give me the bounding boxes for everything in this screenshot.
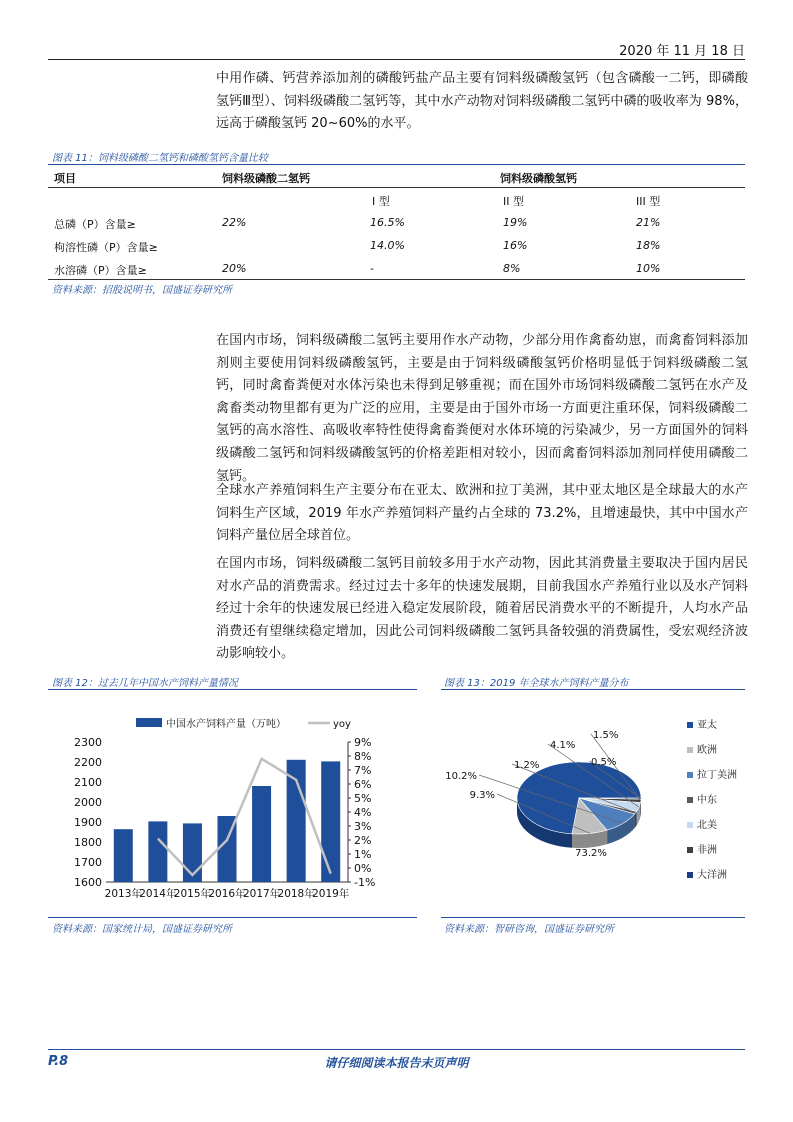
subheader-type2: II 型 [503, 195, 524, 208]
chart13-top-rule [441, 689, 745, 690]
bar-production [287, 760, 306, 882]
row-type3: 10% [636, 262, 661, 275]
y-right-tick-label: 9% [354, 736, 372, 749]
row-type2: 19% [503, 216, 528, 229]
y-right-tick-label: 8% [354, 750, 372, 763]
row-type1: - [370, 262, 374, 275]
y-right-tick-label: 4% [354, 806, 372, 819]
table11-top-rule [48, 164, 745, 165]
bar-production [252, 786, 271, 882]
row-type1: 14.0% [370, 239, 405, 252]
y-left-tick-label: 2200 [74, 756, 102, 769]
bar-production [114, 829, 133, 882]
body-paragraph-3: 在国内市场，饲料级磷酸二氢钙目前较多用于水产动物，因此其消费量主要取决于国内居民对水产品的消费需求。经过过去十多年的快速发展期，目前我国水产养殖行业以及水产饲料经过十余年的快速发展已经进入稳定发展阶段，随着居民消费水平的不断提升，人均水产品消费还有望继续稳定增加，因此公司饲料级磷酸二氢钙具备较强的消费属性，受宏观经济波动影响较小。 [216, 556, 748, 662]
table11-bottom-rule [48, 279, 745, 280]
y-left-tick-label: 1700 [74, 856, 102, 869]
x-tick-label: 2014年 [139, 888, 177, 900]
y-right-tick-label: 3% [354, 820, 372, 833]
legend-swatch [687, 822, 693, 828]
legend-bar-label: 中国水产饲料产量（万吨） [166, 719, 286, 730]
intro-paragraph: 中用作磷、钙营养添加剂的磷酸钙盐产品主要有饲料级磷酸氢钙（包含磷酸一二钙，即磷酸氢钙Ⅲ型）、饲料级磷酸二氢钙等，其中水产动物对饲料级磷酸二氢钙中磷的吸收率为 98%，远高于磷酸氢钙 20~60%的水平。 [216, 71, 748, 132]
y-right-tick-label: 7% [354, 764, 372, 777]
row-type2: 16% [503, 239, 528, 252]
legend-swatch [687, 847, 693, 853]
legend-label: 大洋洲 [697, 870, 727, 881]
legend-label: 非洲 [697, 845, 717, 856]
legend-label: 中东 [697, 795, 717, 806]
chart13-caption: 图表 13：2019 年全球水产饲料产量分布 [444, 678, 629, 689]
row-name: 水溶磷（P）含量≥ [54, 264, 147, 277]
table11-header-rule [48, 187, 745, 188]
y-right-tick-label: 0% [354, 862, 372, 875]
legend-swatch [687, 747, 693, 753]
x-tick-label: 2015年 [173, 888, 212, 900]
pie-data-label: 1.5% [593, 730, 619, 741]
y-right-tick-label: 2% [354, 834, 372, 847]
y-right-tick-label: -1% [354, 876, 376, 889]
bar-production [148, 821, 167, 882]
legend-swatch [687, 772, 693, 778]
row-name: 总磷（P）含量≥ [54, 218, 136, 231]
body-paragraph-1: 在国内市场，饲料级磷酸二氢钙主要用作水产动物，少部分用作禽畜幼崽，而禽畜饲料添加剂则主要使用饲料级磷酸氢钙，主要是由于饲料级磷酸氢钙价格明显低于饲料级磷酸二氢钙，同时禽畜粪便对水体污染也未得到足够重视；而在国外市场饲料级磷酸二氢钙在水产及禽畜类动物里都有更为广泛的应用，主要是由于国外市场一方面更注重环保，饲料级磷酸二氢钙的高水溶性、高吸收率特性使得禽畜粪便对水体环境的污染减少，另一方面国外的饲料级磷酸二氢钙和饲料级磷酸氢钙的价格差距相对较小，因而禽畜饲料添加剂同样使用磷酸二氢钙。 [216, 333, 748, 484]
legend-label: 拉丁美洲 [697, 770, 737, 781]
row-name: 枸溶性磷（P）含量≥ [54, 241, 158, 254]
table11-caption: 图表 11：饲料级磷酸二氢钙和磷酸氢钙含量比较 [52, 153, 268, 164]
row-type1: 16.5% [370, 216, 405, 229]
header-dcp: 饲料级磷酸氢钙 [500, 172, 577, 185]
footer-rule [48, 1049, 745, 1050]
y-left-tick-label: 1600 [74, 876, 102, 889]
header-mcp: 饲料级磷酸二氢钙 [222, 172, 310, 185]
subheader-type1: I 型 [372, 195, 390, 208]
legend-label: 北美 [697, 820, 717, 831]
y-right-tick-label: 1% [354, 848, 372, 861]
header-rule [48, 59, 745, 60]
subheader-type3: III 型 [636, 195, 661, 208]
y-right-tick-label: 5% [354, 792, 372, 805]
body-paragraph-2: 全球水产养殖饲料生产主要分布在亚太、欧洲和拉丁美洲，其中亚太地区是全球最大的水产饲料生产区域，2019 年水产养殖饲料产量约占全球的 73.2%，且增速最快，其中中国水产饲料产量位居全球首位。 [216, 483, 748, 544]
bar-line-chart [48, 700, 418, 910]
row-mcp: 22% [222, 216, 247, 229]
pie-chart [441, 700, 745, 910]
pie-data-label: 73.2% [575, 848, 607, 859]
legend-swatch [687, 722, 693, 728]
footer-disclaimer: 请仔细阅读本报告末页声明 [324, 1056, 469, 1070]
pie-data-label: 9.3% [469, 790, 495, 801]
pie-data-label: 10.2% [445, 771, 477, 782]
report-date: 2020 年 11 月 18 日 [619, 44, 745, 59]
legend-label: 亚太 [697, 720, 717, 731]
x-tick-label: 2013年 [104, 888, 142, 900]
row-type2: 8% [503, 262, 521, 275]
chart12-bottom-rule [48, 917, 417, 918]
pie-data-label: 4.1% [550, 740, 576, 751]
y-left-tick-label: 1800 [74, 836, 102, 849]
header-item: 项目 [54, 172, 76, 185]
pie-data-label: 1.2% [514, 760, 540, 771]
bar-production [321, 761, 340, 882]
legend-bar-swatch [136, 718, 162, 727]
chart12-caption: 图表 12：过去几年中国水产饲料产量情况 [52, 678, 238, 689]
row-type3: 18% [636, 239, 661, 252]
x-tick-label: 2016年 [208, 888, 246, 900]
y-left-tick-label: 2100 [74, 776, 102, 789]
chart13-bottom-rule [441, 917, 745, 918]
chart13-source: 资料来源：智研咨询，国盛证券研究所 [444, 924, 614, 935]
y-left-tick-label: 2000 [74, 796, 102, 809]
legend-line-label: yoy [333, 719, 351, 730]
chart12-source: 资料来源：国家统计局，国盛证券研究所 [52, 924, 232, 935]
pie-data-label: 0.5% [591, 757, 617, 768]
legend-label: 欧洲 [697, 745, 717, 756]
table11-source: 资料来源：招股说明书，国盛证券研究所 [52, 285, 232, 296]
page-number: P.8 [48, 1054, 69, 1069]
legend-swatch [687, 872, 693, 878]
chart12-top-rule [48, 689, 417, 690]
x-tick-label: 2017年 [242, 888, 281, 900]
row-type3: 21% [636, 216, 661, 229]
x-tick-label: 2019年 [312, 888, 350, 900]
row-mcp: 20% [222, 262, 247, 275]
y-left-tick-label: 2300 [74, 736, 102, 749]
y-left-tick-label: 1900 [74, 816, 102, 829]
legend-swatch [687, 797, 693, 803]
x-tick-label: 2018年 [277, 888, 315, 900]
y-right-tick-label: 6% [354, 778, 372, 791]
